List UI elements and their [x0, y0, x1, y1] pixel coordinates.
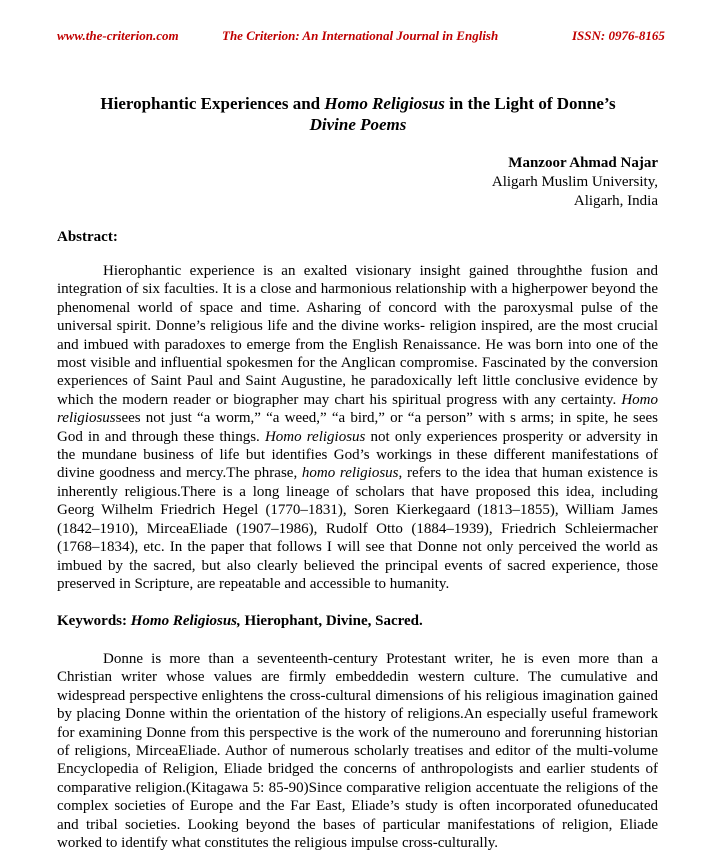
abstract-italic-1: Homo religiosus — [57, 391, 658, 427]
abstract-text-1: Hierophantic experience is an exalted visionary insight gained throughthe fusion and integration of six faculties. It is a close and harmonious relationship with a higherpower beyond the phenomenal world of space and time. Asharing of concord with the paroxysmal pulse of the universal spirit. Donne’s religious life and the divine works- religion inspired, are the most crucial and imbued with paradoxes to emerge from the English Renaissance. He was born into one of the most visible and influential spokesmen for the Anglican compromise. Fascinated by the conversion experiences of Saint Paul and Saint Augustine, he paradoxically left little conclusive evidence by which the modern reader or biographer may chart his spiritual progress with any certainty. — [57, 263, 658, 408]
abstract-heading: Abstract: — [57, 229, 118, 245]
title-line-2: Divine Poems — [309, 115, 407, 134]
abstract-paragraph — [57, 262, 658, 593]
author-name: Manzoor Ahmad Najar — [508, 155, 658, 171]
author-affiliation-2: Aligarh, India — [573, 193, 658, 209]
abstract-italic-2: Homo religiosus — [264, 428, 366, 445]
site-url[interactable]: www.the-criterion.com — [57, 28, 179, 43]
title-part-a: Hierophantic Experiences and — [100, 94, 325, 113]
body-paragraph: Donne is more than a seventeenth-century Protestant writer, he is even more than a Christian writer whose values are firmly embeddedin western culture. The cumulative and widespread perspective enlightens the cross-cultural dimensions of his religious imagination gained by placing Donne within the orientation of the history of religions.An especially useful framework for examining Donne from this perspective is the work of the numerouno and forerunning historian of religions, MirceaEliade. Author of numerous scholarly treatises and editor of the multi-volume Encyclopedia of Religion, Eliade bridged the concerns of anthropologists and earlier students of comparative religion.(Kitagawa 5: 85-90)Since comparative religion accentuate the religions of the complex societies of Europe and the Far East, Eliade’s study is often incorporated ofuneducated and tribal societies. Looking beyond the bases of particular manifestations of religion, Eliade worked to identify what constitutes the religious impulse cross-culturally. — [57, 651, 658, 852]
author-affiliation-1: Aligarh Muslim University, — [491, 174, 658, 190]
keywords-label: Keywords: — [57, 613, 131, 629]
abstract-text-3: not only experiences prosperity or adversity in the mundane business of life but identifies God’s workings in these different manifestations of divine goodness and mercy.The phrase, — [57, 428, 659, 482]
running-header — [0, 28, 713, 48]
abstract-text-4: , refers to the idea that human existence is inherently religious.There is a long lineage of scholars that have proposed this idea, including Georg Wilhelm Friedrich Hegel (1770–1831), Soren Kierkegaard (1813–1855), William James (1842–1910), MirceaEliade (1907–1986), Rudolf Otto (1884–1939), Friedrich Schleiermacher (1768–1834), etc. In the paper that follows I will see that Donne not only perceived the world as imbued by the sacred, but also clearly believed the principal events of sacred experience, those preserved in Scripture, are repeatable and accessible to humanity. — [57, 465, 658, 592]
issn: ISSN: 0976-8165 — [572, 28, 665, 43]
keywords-italic: Homo Religiosus, — [130, 613, 241, 629]
abstract-italic-3: homo religiosus — [301, 465, 399, 482]
paper-title — [57, 93, 659, 135]
keywords-rest: Hierophant, Divine, Sacred. — [240, 613, 423, 629]
keywords-line — [57, 613, 423, 630]
title-part-c: in the Light of Donne’s — [444, 94, 616, 113]
author-block — [492, 154, 658, 211]
title-part-b: Homo Religiosus — [324, 94, 445, 113]
journal-name: The Criterion: An International Journal in English — [222, 28, 499, 43]
abstract-text-2: sees not just “a worm,” “a weed,” “a bird,” or “a person” with s arms; in spite, he sees God in and through these things. — [57, 410, 658, 445]
